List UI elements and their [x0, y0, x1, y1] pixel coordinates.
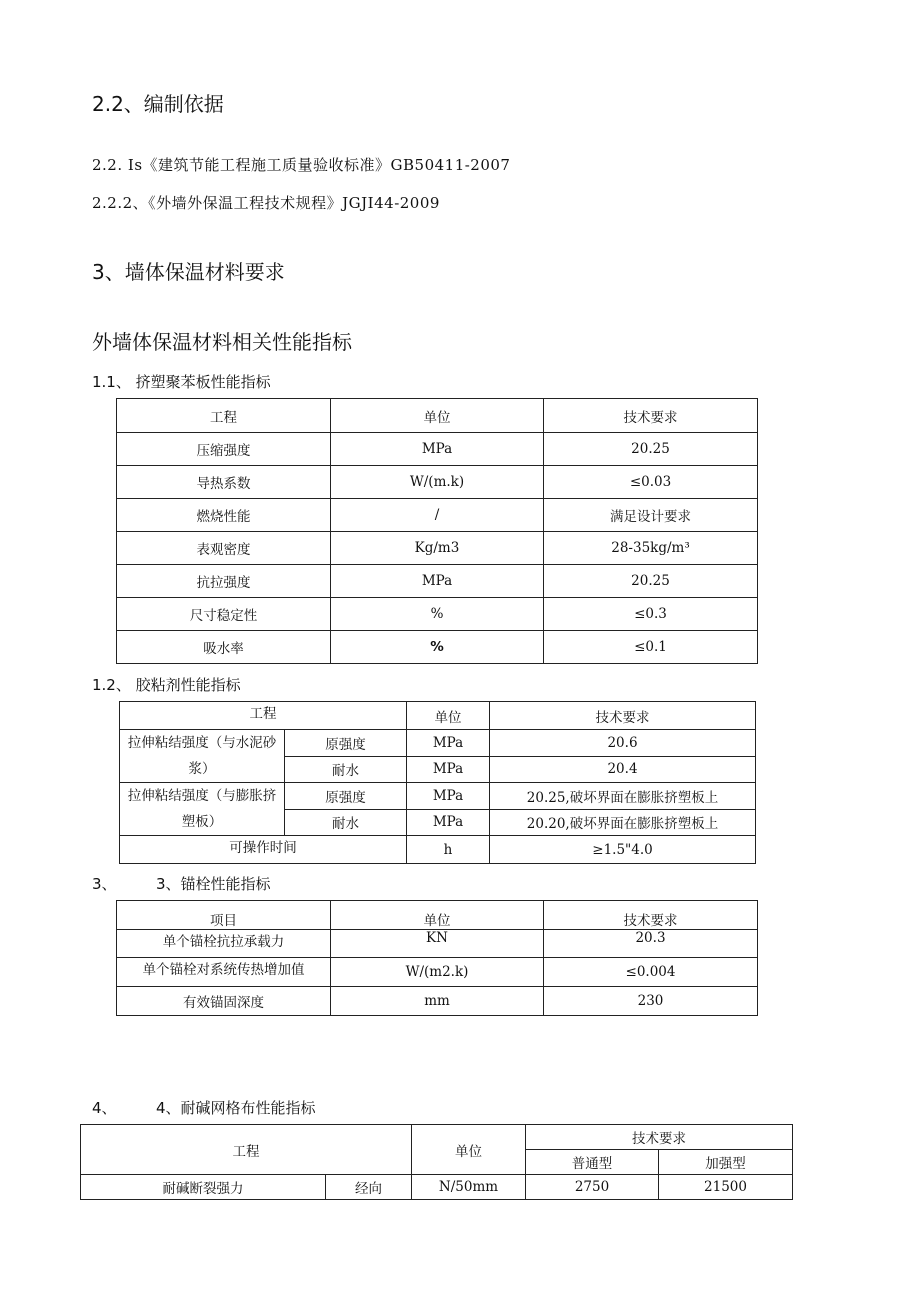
- table-cell: 20.3: [544, 930, 758, 958]
- table2-header-cell: 单位: [407, 702, 490, 730]
- table-cell: 21500: [659, 1175, 793, 1200]
- table-cell: 单个锚栓对系统传热增加值: [117, 958, 331, 987]
- table4-caption-number: 4、: [92, 1099, 117, 1117]
- table-cell: KN: [331, 930, 544, 958]
- table-row: [117, 958, 758, 987]
- table-cell: ≤0.1: [544, 631, 758, 664]
- table-row: [120, 730, 756, 757]
- table-row: [120, 836, 756, 864]
- table-cell: MPa: [331, 565, 544, 598]
- reference-1: 2.2. Is《建筑节能工程施工质量验收标准》GB50411-2007: [92, 156, 511, 174]
- table-cell: ≤0.004: [544, 958, 758, 987]
- table-cell: 抗拉强度: [117, 565, 331, 598]
- table4: [80, 1124, 793, 1200]
- table-cell: 20.4: [490, 756, 756, 783]
- table4-header-cell: 普通型: [526, 1150, 659, 1175]
- table4-header-cell: 工程: [81, 1125, 412, 1175]
- table3-header-cell: 技术要求: [544, 901, 758, 930]
- table2: [119, 701, 756, 864]
- table-cell: 耐水: [285, 809, 407, 836]
- table4-header-row: [81, 1125, 793, 1150]
- table-cell: 耐水: [285, 756, 407, 783]
- table3-header-cell: 项目: [117, 901, 331, 930]
- table-cell: 原强度: [285, 783, 407, 810]
- table-row: [81, 1175, 793, 1200]
- table1-header-cell: 单位: [331, 399, 544, 433]
- table-row: [117, 631, 758, 664]
- section-2-2-title: 2.2、编制依据: [92, 92, 224, 116]
- group-label: 拉伸粘结强度（与膨胀挤塑板）: [120, 783, 285, 836]
- table2-header-row: [120, 702, 756, 730]
- table-row: [117, 532, 758, 565]
- table-cell: 表观密度: [117, 532, 331, 565]
- table-cell: 导热系数: [117, 466, 331, 499]
- table-cell: %: [331, 598, 544, 631]
- table3-caption: 3、锚栓性能指标: [156, 875, 271, 893]
- table-row: [117, 987, 758, 1016]
- table-cell: 燃烧性能: [117, 499, 331, 532]
- table-cell: /: [331, 499, 544, 532]
- table3-header-cell: 单位: [331, 901, 544, 930]
- table-row: [117, 499, 758, 532]
- table-row: [120, 783, 756, 810]
- table-cell: MPa: [331, 433, 544, 466]
- table-row: [117, 565, 758, 598]
- table-cell: 原强度: [285, 730, 407, 757]
- table1-header-cell: 工程: [117, 399, 331, 433]
- table-cell: 可操作时间: [120, 836, 407, 864]
- table-cell: h: [407, 836, 490, 864]
- table4-header-cell: 技术要求: [526, 1125, 793, 1150]
- table-cell: MPa: [407, 756, 490, 783]
- table4-caption: 4、耐碱网格布性能指标: [156, 1099, 316, 1117]
- table-cell: mm: [331, 987, 544, 1016]
- table4-header-cell: 加强型: [659, 1150, 793, 1175]
- table1-header-row: [117, 399, 758, 433]
- table-cell: ≥1.5"4.0: [490, 836, 756, 864]
- table-row: [117, 433, 758, 466]
- table3: [116, 900, 758, 1016]
- section-3-title: 3、墙体保温材料要求: [92, 260, 285, 284]
- reference-2: 2.2.2、《外墙外保温工程技术规程》JGJI44-2009: [92, 194, 440, 212]
- table-cell: %: [331, 631, 544, 664]
- table3-caption-number: 3、: [92, 875, 117, 893]
- table-cell: W/(m2.k): [331, 958, 544, 987]
- table-row: [117, 466, 758, 499]
- table-row: [117, 930, 758, 958]
- table1-caption: 1.1、 挤塑聚苯板性能指标: [92, 373, 271, 391]
- table-cell: 2750: [526, 1175, 659, 1200]
- table-cell: W/(m.k): [331, 466, 544, 499]
- table-cell: 20.25,破坏界面在膨胀挤塑板上: [490, 783, 756, 810]
- table-cell: 20.20,破坏界面在膨胀挤塑板上: [490, 809, 756, 836]
- table-cell: 满足设计要求: [544, 499, 758, 532]
- table-cell: ≤0.3: [544, 598, 758, 631]
- table4-header-cell: 单位: [412, 1125, 526, 1175]
- table3-header-row: [117, 901, 758, 930]
- table1: [116, 398, 758, 664]
- table-cell: 28-35kg/m³: [544, 532, 758, 565]
- table-cell: 吸水率: [117, 631, 331, 664]
- table-cell: 20.25: [544, 433, 758, 466]
- table-row: [117, 598, 758, 631]
- table-cell: MPa: [407, 730, 490, 757]
- table-cell: 20.6: [490, 730, 756, 757]
- table-cell: ≤0.03: [544, 466, 758, 499]
- table-cell: 230: [544, 987, 758, 1016]
- table-cell: 单个锚栓抗拉承载力: [117, 930, 331, 958]
- table-cell: 耐碱断裂强力: [81, 1175, 326, 1200]
- table2-header-cell: 技术要求: [490, 702, 756, 730]
- table-cell: 压缩强度: [117, 433, 331, 466]
- table-cell: N/50mm: [412, 1175, 526, 1200]
- table2-header-cell: 工程: [120, 702, 407, 730]
- table-cell: 经向: [326, 1175, 412, 1200]
- group-label: 拉伸粘结强度（与水泥砂浆）: [120, 730, 285, 783]
- table-cell: 有效锚固深度: [117, 987, 331, 1016]
- table2-caption: 1.2、 胶粘剂性能指标: [92, 676, 241, 694]
- table-cell: 20.25: [544, 565, 758, 598]
- table-cell: MPa: [407, 783, 490, 810]
- table-cell: MPa: [407, 809, 490, 836]
- table-cell: 尺寸稳定性: [117, 598, 331, 631]
- main-title: 外墙体保温材料相关性能指标: [92, 330, 352, 354]
- table-cell: Kg/m3: [331, 532, 544, 565]
- table1-header-cell: 技术要求: [544, 399, 758, 433]
